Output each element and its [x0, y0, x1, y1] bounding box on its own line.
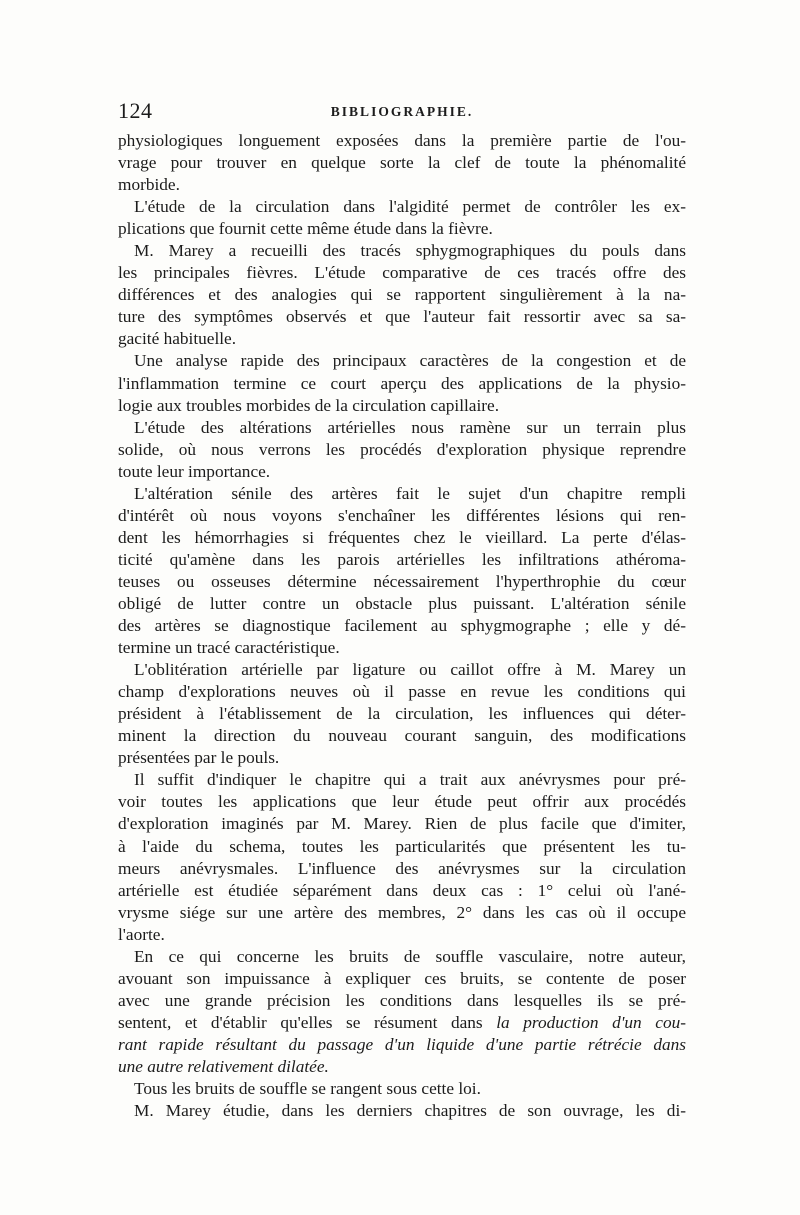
text-line: plications que fournit cette même étude dans la fièvre. [118, 219, 493, 239]
text-line: présentées par le pouls. [118, 748, 280, 768]
text-line: d'exploration imaginés par M. Marey. Rien de plus facile que d'imiter, [118, 814, 686, 834]
text-line: meurs anévrysmales. L'influence des anévrysmes sur la circulation [118, 858, 686, 878]
text-line: président à l'établissement de la circulation, les influences qui déter- [118, 704, 686, 724]
text-line: termine un tracé caractéristique. [118, 638, 340, 658]
page-number: 124 [118, 98, 153, 123]
body-text [118, 130, 686, 1122]
text-line-italic [118, 1056, 686, 1078]
text-line: vrage pour trouver en quelque sorte la clef de toute la phénomalité [118, 153, 686, 173]
text-line: ticité qu'amène dans les parois artérielles les infiltrations athéroma- [118, 549, 686, 569]
text-line: logie aux troubles morbides de la circulation capillaire. [118, 395, 500, 415]
text-line: avec une grande précision les conditions dans lesquelles ils se pré- [118, 990, 686, 1010]
text-line: L'étude des altérations artérielles nous ramène sur un terrain plus [134, 417, 686, 437]
text-line: vrysme siége sur une artère des membres, 2° dans les cas où il occupe [118, 902, 686, 922]
text-line: avouant son impuissance à expliquer ces bruits, se contente de poser [118, 968, 686, 988]
text-line: Tous les bruits de souffle se rangent sous cette loi. [134, 1079, 481, 1099]
text-line: L'altération sénile des artères fait le sujet d'un chapitre rempli [134, 483, 686, 503]
text-line: L'oblitération artérielle par ligature ou caillot offre à M. Marey un [134, 660, 686, 680]
text-line: des artères se diagnostique facilement au sphygmographe ; elle y dé- [118, 616, 686, 636]
text-line: différences et des analogies qui se rapportent singulièrement à la na- [118, 285, 686, 305]
text-line-italic [118, 1034, 686, 1056]
text-line: champ d'explorations neuves où il passe en revue les conditions qui [118, 682, 686, 702]
text-line: morbide. [118, 175, 180, 195]
text-line: obligé de lutter contre un obstacle plus puissant. L'altération sénile [118, 593, 686, 613]
text-line: L'étude de la circulation dans l'algidité permet de contrôler les ex- [134, 197, 686, 217]
italic-segment: rant rapide résultant du passage d'un liquide d'une partie rétrécie dans [118, 1034, 686, 1054]
text-line: En ce qui concerne les bruits de souffle vasculaire, notre auteur, [134, 946, 686, 966]
text-line: artérielle est étudiée séparément dans deux cas : 1° celui où l'ané- [118, 880, 686, 900]
text-line: ture des symptômes observés et que l'auteur fait ressortir avec sa sa- [118, 307, 686, 327]
text-line: d'intérêt où nous voyons s'enchaîner les différentes lésions qui ren- [118, 505, 686, 525]
italic-segment: une autre relativement dilatée. [118, 1056, 329, 1076]
text-line: physiologiques longuement exposées dans la première partie de l'ou- [118, 131, 686, 150]
text-segment: sentent, et d'établir qu'elles se résument dans [118, 1012, 483, 1032]
text-line: les principales fièvres. L'étude comparative de ces tracés offre des [118, 263, 686, 283]
text-line: toute leur importance. [118, 461, 271, 481]
italic-segment: la production d'un cou- [496, 1012, 686, 1032]
text-line: M. Marey a recueilli des tracés sphygmographiques du pouls dans [134, 241, 686, 261]
text-line: Une analyse rapide des principaux caractères de la congestion et de [134, 351, 686, 371]
text-line: teuses ou osseuses détermine nécessairement l'hyperthrophie du cœur [118, 571, 686, 591]
text-line: Il suffit d'indiquer le chapitre qui a trait aux anévrysmes pour pré- [134, 770, 686, 790]
page-header [118, 98, 686, 128]
text-line: solide, où nous verrons les procédés d'exploration physique reprendre [118, 439, 686, 459]
text-line: l'aorte. [118, 924, 165, 944]
text-line: dent les hémorrhagies si fréquentes chez le vieillard. La perte d'élas- [118, 527, 686, 547]
text-line: M. Marey étudie, dans les derniers chapitres de son ouvrage, les di- [134, 1101, 686, 1121]
text-line-mixed [118, 1012, 686, 1034]
text-line: minent la direction du nouveau courant sanguin, des modifications [118, 726, 686, 746]
running-title: BIBLIOGRAPHIE. [330, 104, 474, 119]
text-line: voir toutes les applications que leur étude peut offrir aux procédés [118, 792, 686, 812]
text-line: gacité habituelle. [118, 329, 237, 349]
text-line: à l'aide du schema, toutes les particularités que présentent les tu- [118, 836, 686, 856]
text-line: l'inflammation termine ce court aperçu des applications de la physio- [118, 373, 686, 393]
